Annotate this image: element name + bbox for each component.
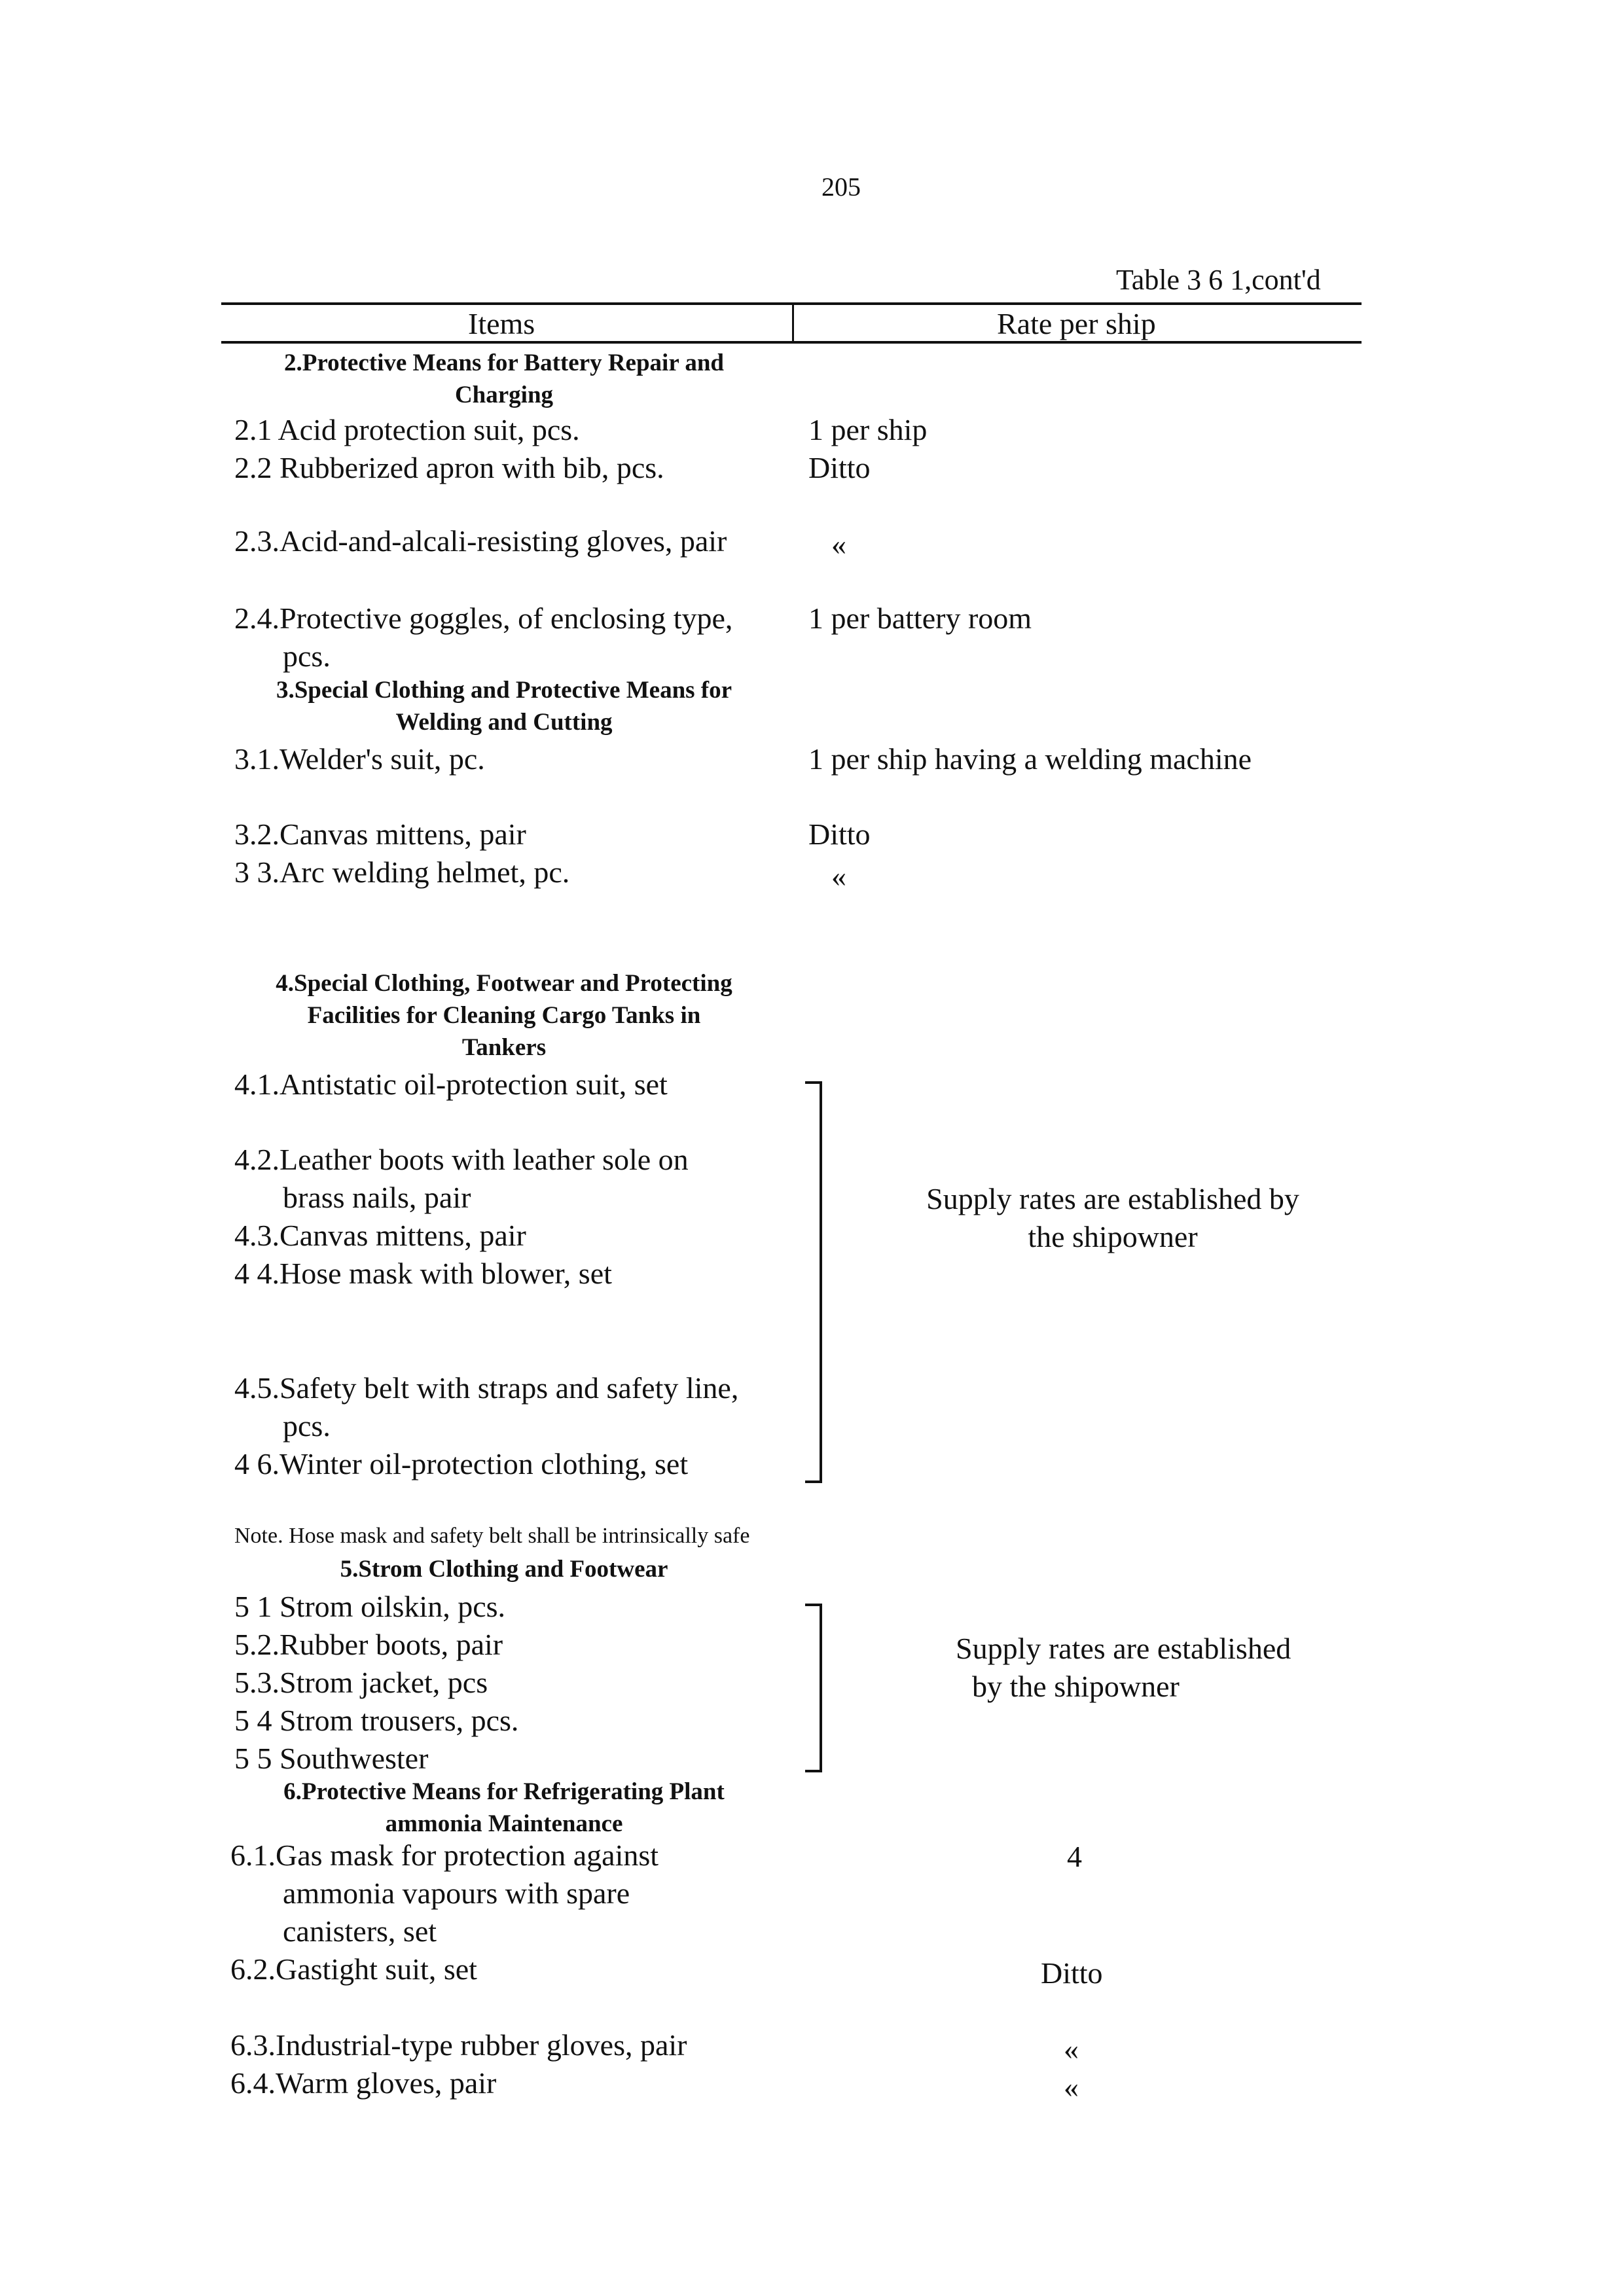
list-item: 5 4 Strom trousers, pcs. xyxy=(234,1704,519,1737)
table-caption: Table 3 6 1,cont'd xyxy=(1116,264,1321,296)
list-item: 4.5.Safety belt with straps and safety line, xyxy=(234,1371,739,1405)
list-item: 4.1.Antistatic oil-protection suit, set xyxy=(234,1067,668,1101)
header-divider xyxy=(792,305,794,341)
list-item: 6.3.Industrial-type rubber gloves, pair xyxy=(230,2028,687,2062)
group-rate-line: Supply rates are established xyxy=(956,1632,1291,1665)
list-item: 3.1.Welder's suit, pc. xyxy=(234,742,485,776)
list-item: 2.1 Acid protection suit, pcs. xyxy=(234,413,580,446)
group-rate-line: by the shipowner xyxy=(972,1670,1180,1703)
list-item-continuation: ammonia vapours with spare xyxy=(283,1876,630,1910)
list-item: 2.2 Rubberized apron with bib, pcs. xyxy=(234,451,664,484)
group-bracket xyxy=(805,1081,822,1483)
list-item: 2.4.Protective goggles, of enclosing type, xyxy=(234,601,733,635)
section-title-line: 6.Protective Means for Refrigerating Plant xyxy=(283,1778,725,1805)
list-item-continuation: brass nails, pair xyxy=(283,1181,471,1214)
group-bracket xyxy=(805,1604,822,1772)
rate-value: « xyxy=(831,528,846,561)
group-rate-line: Supply rates are established by xyxy=(926,1182,1299,1215)
table-note: Note. Hose mask and safety belt shall be intrinsically safe xyxy=(234,1524,750,1548)
list-item: 4 6.Winter oil-protection clothing, set xyxy=(234,1447,689,1480)
rate-value: « xyxy=(831,859,846,893)
section-title-3 xyxy=(223,674,785,738)
header-bottom-rule xyxy=(221,341,1362,344)
section-title-line: 5.Strom Clothing and Footwear xyxy=(340,1556,668,1583)
rate-value: Ditto xyxy=(1041,1956,1103,1990)
group-rate-text xyxy=(903,1630,1348,1706)
list-item: 5.2.Rubber boots, pair xyxy=(234,1628,503,1661)
rate-value: 4 xyxy=(1067,1840,1082,1873)
group-rate-line: the shipowner xyxy=(1028,1220,1198,1253)
list-item-continuation: pcs. xyxy=(283,1409,331,1443)
section-title-line: 4.Special Clothing, Footwear and Protecting xyxy=(276,970,732,997)
section-title-6 xyxy=(223,1776,785,1840)
list-item: 2.3.Acid-and-alcali-resisting gloves, pair xyxy=(234,524,727,558)
list-item: 6.4.Warm gloves, pair xyxy=(230,2066,497,2100)
rate-value: 1 per battery room xyxy=(808,601,1032,635)
list-item-continuation: canisters, set xyxy=(283,1914,437,1948)
list-item-continuation: pcs. xyxy=(283,639,331,673)
rate-value: Ditto xyxy=(808,817,871,851)
section-title-line: 3.Special Clothing and Protective Means for xyxy=(276,677,732,704)
section-title-line: Welding and Cutting xyxy=(395,709,613,736)
rate-value: Ditto xyxy=(808,451,871,484)
section-title-line: ammonia Maintenance xyxy=(385,1810,623,1837)
section-title-line: Facilities for Cleaning Cargo Tanks in xyxy=(307,1002,701,1029)
rate-value: 1 per ship xyxy=(808,413,928,446)
section-title-line: 2.Protective Means for Battery Repair and xyxy=(283,350,725,376)
list-item: 3.2.Canvas mittens, pair xyxy=(234,817,526,851)
section-title-5 xyxy=(223,1553,785,1585)
list-item: 4 4.Hose mask with blower, set xyxy=(234,1257,612,1290)
list-item: 6.1.Gas mask for protection against xyxy=(230,1839,659,1872)
group-rate-text xyxy=(877,1180,1348,1256)
column-header-rate: Rate per ship xyxy=(997,307,1156,340)
table-top-rule xyxy=(221,302,1362,305)
list-item: 5 5 Southwester xyxy=(234,1742,429,1775)
rate-value: « xyxy=(1064,2032,1079,2066)
list-item: 4.2.Leather boots with leather sole on xyxy=(234,1143,689,1176)
section-title-2 xyxy=(223,347,785,411)
list-item: 4.3.Canvas mittens, pair xyxy=(234,1219,526,1252)
page-number: 205 xyxy=(821,172,861,202)
rate-value: « xyxy=(1064,2070,1079,2104)
rate-value: 1 per ship having a welding machine xyxy=(808,742,1252,776)
list-item: 6.2.Gastight suit, set xyxy=(230,1952,477,1986)
list-item: 5.3.Strom jacket, pcs xyxy=(234,1666,488,1699)
section-title-line: Tankers xyxy=(461,1034,547,1061)
section-title-4 xyxy=(223,967,785,1064)
list-item: 5 1 Strom oilskin, pcs. xyxy=(234,1590,506,1623)
list-item: 3 3.Arc welding helmet, pc. xyxy=(234,855,570,889)
section-title-line: Charging xyxy=(454,382,554,408)
column-header-items: Items xyxy=(468,307,535,340)
